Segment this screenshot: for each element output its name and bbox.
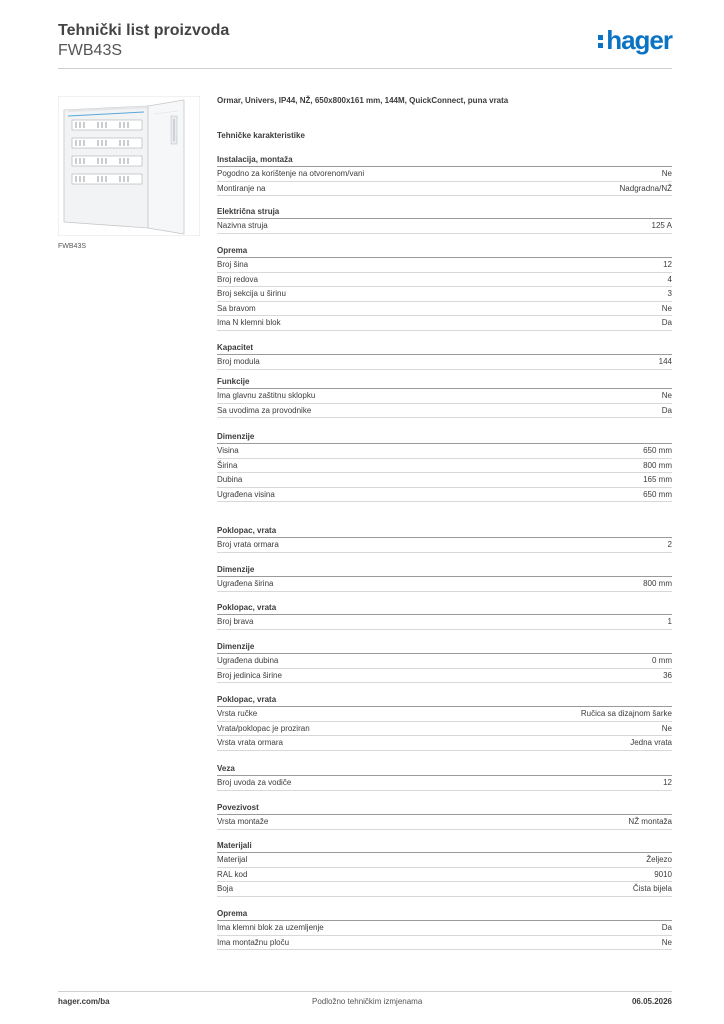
spec-section (217, 908, 672, 950)
spec-label: Ugrađena dubina (217, 656, 279, 666)
section-title: Oprema (217, 246, 248, 255)
spec-value: 1 (667, 617, 672, 627)
spec-label: Materijal (217, 855, 248, 865)
spec-row (217, 287, 672, 302)
spec-section (217, 342, 672, 370)
spec-section (217, 154, 672, 196)
footer-notice: Podložno tehničkim izmjenama (312, 997, 423, 1006)
spec-label: Ima glavnu zaštitnu sklopku (217, 391, 316, 401)
spec-label: Montiranje na (217, 183, 266, 193)
spec-value: 144 (658, 357, 672, 367)
spec-value: Ne (661, 937, 672, 947)
spec-label: Broj jedinica širine (217, 670, 282, 680)
spec-value: 2 (667, 540, 672, 550)
spec-row (217, 882, 672, 897)
spec-row (217, 316, 672, 331)
product-code: FWB43S (58, 42, 123, 59)
spec-label: Broj sekcija u širinu (217, 289, 286, 299)
spec-section (217, 206, 672, 234)
spec-label: Visina (217, 446, 239, 456)
spec-value: NŽ montaža (628, 817, 672, 827)
spec-value: 650 mm (643, 446, 672, 456)
spec-row (217, 473, 672, 488)
spec-value: 125 A (651, 221, 672, 231)
spec-label: Vrsta vrata ormara (217, 738, 283, 748)
spec-label: Boja (217, 884, 234, 894)
spec-label: Nazivna struja (217, 221, 268, 231)
section-title: Dimenzije (217, 642, 255, 651)
spec-row (217, 669, 672, 684)
spec-value: Da (661, 923, 672, 933)
spec-value: 800 mm (643, 579, 672, 589)
spec-section (217, 431, 672, 502)
spec-row (217, 355, 672, 370)
spec-row (217, 654, 672, 669)
spec-row (217, 577, 672, 592)
tech-heading: Tehničke karakteristike (217, 131, 305, 140)
spec-value: Ne (661, 723, 672, 733)
footer-website: hager.com/ba (58, 997, 110, 1006)
section-title: Dimenzije (217, 565, 255, 574)
section-title: Funkcije (217, 377, 250, 386)
spec-row (217, 488, 672, 503)
section-title: Oprema (217, 909, 248, 918)
spec-row (217, 404, 672, 419)
spec-value: Nadgradna/NŽ (619, 183, 672, 193)
spec-label: Ima montažnu ploču (217, 937, 290, 947)
spec-section (217, 602, 672, 630)
spec-section (217, 802, 672, 830)
spec-row (217, 707, 672, 722)
spec-row (217, 776, 672, 791)
spec-row (217, 936, 672, 951)
spec-label: Širina (217, 460, 238, 470)
spec-label: Vrsta montaže (217, 817, 269, 827)
spec-value: Jedna vrata (630, 738, 672, 748)
spec-row (217, 459, 672, 474)
spec-row (217, 444, 672, 459)
spec-value: Željezo (646, 855, 672, 865)
spec-label: Sa bravom (217, 303, 256, 313)
spec-label: Broj modula (217, 357, 260, 367)
spec-value: 12 (663, 778, 672, 788)
spec-value: Da (661, 318, 672, 328)
page-title: Tehnički list proizvoda (58, 22, 230, 39)
section-title: Instalacija, montaža (217, 155, 293, 164)
spec-value: 165 mm (643, 475, 672, 485)
spec-label: Broj brava (217, 617, 254, 627)
section-title: Kapacitet (217, 343, 254, 352)
section-title: Električna struja (217, 207, 280, 216)
section-title: Veza (217, 764, 235, 773)
spec-label: Ima klemni blok za uzemljenje (217, 923, 324, 933)
spec-value: 800 mm (643, 460, 672, 470)
product-image (58, 96, 200, 236)
spec-label: Broj šina (217, 260, 249, 270)
spec-label: Broj uvoda za vodiče (217, 778, 292, 788)
section-title: Dimenzije (217, 432, 255, 441)
spec-row (217, 302, 672, 317)
spec-section (217, 641, 672, 683)
section-title: Poklopac, vrata (217, 526, 277, 535)
footer-date: 06.05.2026 (631, 997, 672, 1006)
spec-label: Broj redova (217, 274, 258, 284)
spec-row (217, 736, 672, 751)
spec-section (217, 694, 672, 751)
logo-text: hager (606, 25, 672, 55)
section-title: Materijali (217, 841, 252, 850)
logo-colon-icon (597, 29, 605, 51)
section-title: Poklopac, vrata (217, 603, 277, 612)
spec-value: 12 (663, 260, 672, 270)
spec-row (217, 868, 672, 883)
spec-section (217, 525, 672, 553)
spec-row (217, 258, 672, 273)
spec-label: Dubina (217, 475, 243, 485)
spec-value: Čista bijela (632, 884, 672, 894)
spec-row (217, 815, 672, 830)
spec-label: Sa uvodima za provodnike (217, 405, 312, 415)
spec-row (217, 167, 672, 182)
header-divider (58, 68, 672, 69)
spec-label: Vrata/poklopac je proziran (217, 723, 310, 733)
spec-label: Ima N klemni blok (217, 318, 281, 328)
spec-label: Pogodno za korištenje na otvorenom/vani (217, 169, 365, 179)
spec-value: 0 mm (652, 656, 672, 666)
spec-row (217, 273, 672, 288)
footer-divider (58, 991, 672, 992)
spec-section (217, 840, 672, 897)
spec-section (217, 763, 672, 791)
image-caption: FWB43S (58, 243, 87, 250)
hager-logo (597, 26, 672, 54)
spec-value: 36 (663, 670, 672, 680)
spec-label: RAL kod (217, 869, 248, 879)
section-title: Poklopac, vrata (217, 695, 277, 704)
spec-row (217, 853, 672, 868)
section-title: Povezivost (217, 803, 259, 812)
spec-label: Broj vrata ormara (217, 540, 279, 550)
spec-value: Ne (661, 303, 672, 313)
spec-row (217, 615, 672, 630)
spec-row (217, 219, 672, 234)
spec-value: Ručica sa dizajnom šarke (580, 709, 672, 719)
spec-row (217, 389, 672, 404)
spec-row (217, 722, 672, 737)
spec-value: 9010 (654, 869, 672, 879)
spec-row (217, 921, 672, 936)
spec-value: Da (661, 405, 672, 415)
spec-value: Ne (661, 391, 672, 401)
spec-value: 650 mm (643, 489, 672, 499)
spec-section (217, 376, 672, 418)
spec-section (217, 564, 672, 592)
spec-row (217, 182, 672, 197)
spec-label: Ugrađena visina (217, 489, 275, 499)
spec-value: Ne (661, 169, 672, 179)
spec-row (217, 538, 672, 553)
spec-label: Vrsta ručke (217, 709, 258, 719)
spec-value: 4 (667, 274, 672, 284)
spec-section (217, 245, 672, 331)
product-description: Ormar, Univers, IP44, NŽ, 650x800x161 mm, 144M, QuickConnect, puna vrata (217, 96, 509, 105)
spec-value: 3 (667, 289, 672, 299)
spec-label: Ugrađena širina (217, 579, 274, 589)
